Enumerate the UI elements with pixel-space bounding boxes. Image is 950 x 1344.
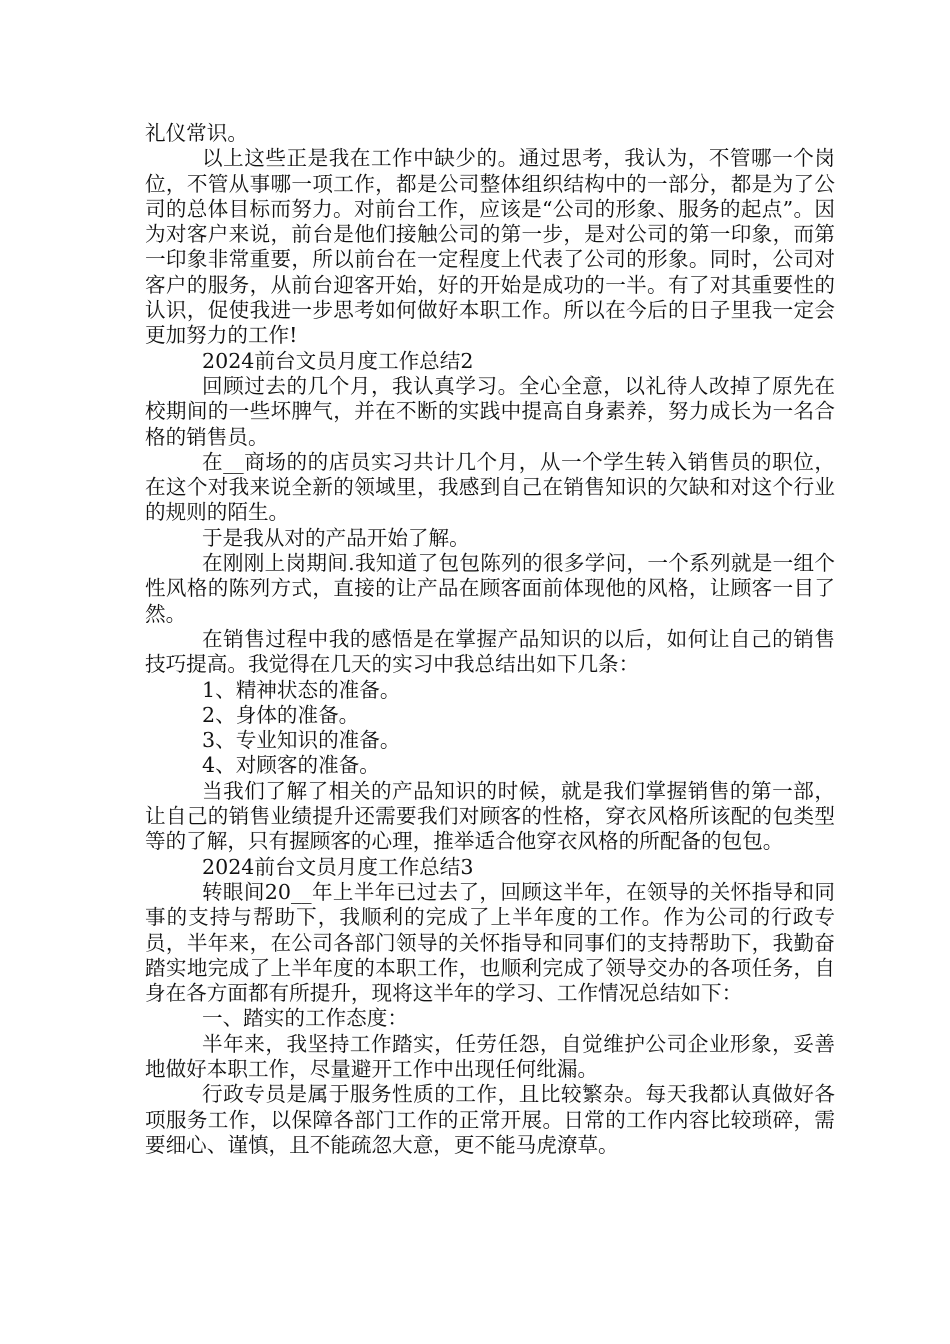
section-heading: 2024前台文员月度工作总结2: [202, 348, 474, 373]
body-paragraph: 以上这些正是我在工作中缺少的。通过思考，我认为，不管哪一个岗位，不管从事哪一项工作，都是公司整体组织结构中的一部分，都是为了公司的总体目标而努力。对前台工作，应该是“公司的形象、服务的起点”。因为对客户来说，前台是他们接触公司的第一步，是对公司的第一印象，而第一印象非常重要，所以前台在一定程度上代表了公司的形象。同时，公司对客户的服务，从前台迎客开始，好的开始是成功的一半。有了对其重要性的认识，促使我进一步思考如何做好本职工作。所以在今后的日子里我一定会更加努力的工作!: [145, 146, 835, 348]
body-paragraph: 礼仪常识。: [145, 121, 248, 145]
body-paragraph: 4、对顾客的准备。: [202, 753, 380, 778]
body-paragraph: 转眼间20__年上半年已过去了，回顾这半年，在领导的关怀指导和同事的支持与帮助下，我顺利的完成了上半年度的工作。作为公司的行政专员，半年来，在公司各部门领导的关怀指导和同事们的支持帮助下，我勤奋踏实地完成了上半年度的本职工作，也顺利完成了领导交办的各项任务，自身在各方面都有所提升，现将这半年的学习、工作情况总结如下：: [145, 879, 835, 1006]
body-paragraph: 行政专员是属于服务性质的工作，且比较繁杂。每天我都认真做好各项服务工作，以保障各部门工作的正常开展。日常的工作内容比较琐碎，需要细心、谨慎，且不能疏忽大意，更不能马虎潦草。: [145, 1082, 835, 1157]
body-paragraph: 在刚刚上岗期间.我知道了包包陈列的很多学问，一个系列就是一组个性风格的陈列方式，直接的让产品在顾客面前体现他的风格，让顾客一目了然。: [145, 551, 835, 626]
section-heading: 2024前台文员月度工作总结3: [202, 854, 474, 879]
body-paragraph: 2、身体的准备。: [202, 702, 360, 727]
body-paragraph: 在销售过程中我的感悟是在掌握产品知识的以后，如何让自己的销售技巧提高。我觉得在几天的实习中我总结出如下几条：: [145, 626, 835, 677]
body-paragraph: 于是我从对的产品开始了解。: [202, 525, 470, 550]
body-paragraph: 回顾过去的几个月，我认真学习。全心全意，以礼待人改掉了原先在校期间的一些坏脾气，并在不断的实践中提高自身素养，努力成长为一名合格的销售员。: [145, 373, 835, 449]
body-paragraph: 在__商场的的店员实习共计几个月，从一个学生转入销售员的职位，在这个对我来说全新的领域里，我感到自己在销售知识的欠缺和对这个行业的规则的陌生。: [145, 449, 835, 525]
body-paragraph: 当我们了解了相关的产品知识的时候，就是我们掌握销售的第一部，让自己的销售业绩提升还需要我们对顾客的性格，穿衣风格所该配的包类型等的了解，只有握顾客的心理，推举适合他穿衣风格的所配备的包包。: [145, 778, 835, 854]
body-paragraph: 一、踏实的工作态度：: [202, 1006, 408, 1031]
body-paragraph: 半年来，我坚持工作踏实，任劳任怨，自觉维护公司企业形象，妥善地做好本职工作，尽量避开工作中出现任何纰漏。: [145, 1031, 835, 1081]
body-paragraph: 1、精神状态的准备。: [202, 677, 401, 702]
document-body: [145, 121, 835, 1158]
body-paragraph: 3、专业知识的准备。: [202, 728, 401, 753]
